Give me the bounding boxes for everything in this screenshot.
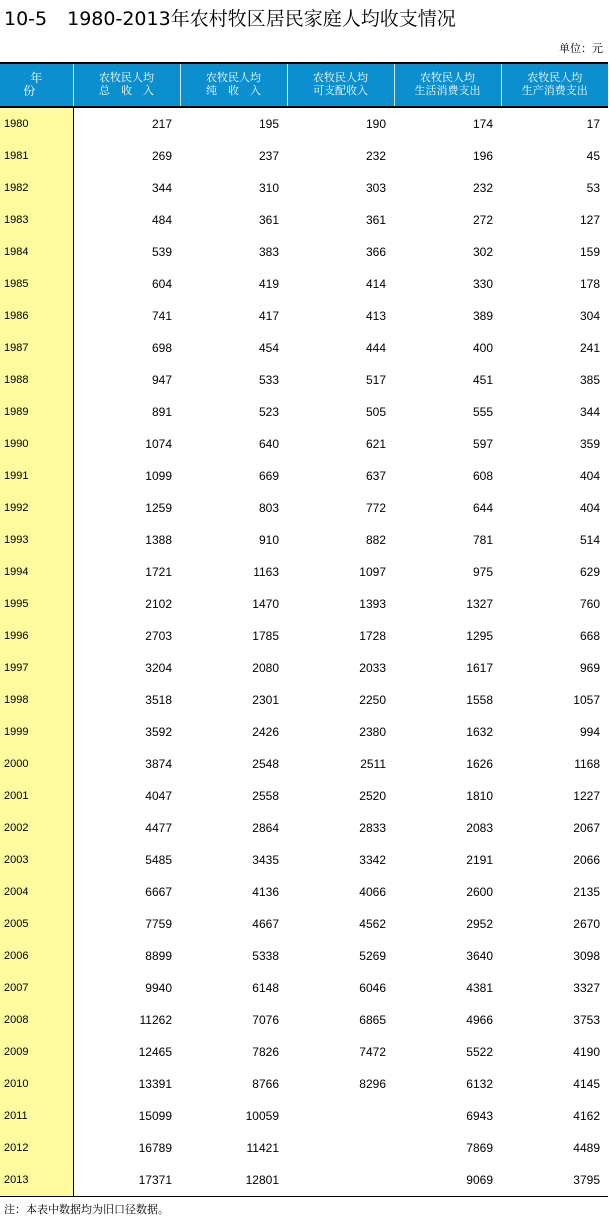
living-expenditure-cell: 302 xyxy=(472,245,493,259)
disposable-income-cell: 4066 xyxy=(359,885,386,899)
total-income-cell: 17371 xyxy=(73,1164,180,1197)
production-expenditure-cell: 404 xyxy=(579,469,600,483)
year-cell: 1997 xyxy=(0,652,73,684)
year-cell: 2005 xyxy=(0,908,73,940)
disposable-income-cell: 366 xyxy=(365,245,386,259)
year-cell: 2002 xyxy=(0,812,73,844)
disposable-income-cell: 2511 xyxy=(360,757,386,771)
table-row xyxy=(0,140,608,172)
disposable-income-cell: 5269 xyxy=(359,949,386,963)
production-expenditure-cell: 1168 xyxy=(574,757,600,771)
production-expenditure-cell: 344 xyxy=(579,405,600,419)
disposable-income-cell: 444 xyxy=(365,341,386,355)
disposable-income-cell xyxy=(287,1132,394,1164)
table-row xyxy=(0,1068,608,1100)
production-expenditure-cell: 969 xyxy=(579,661,600,675)
year-cell: 1984 xyxy=(0,236,73,268)
year-cell: 2008 xyxy=(0,1004,73,1036)
net-income-cell: 11421 xyxy=(246,1141,279,1155)
disposable-income-cell: 190 xyxy=(365,117,386,131)
year-cell: 1998 xyxy=(0,684,73,716)
production-expenditure-cell: 4190 xyxy=(573,1045,600,1059)
year-cell: 1983 xyxy=(0,204,73,236)
total-income-cell: 1074 xyxy=(145,437,172,451)
production-expenditure-cell: 127 xyxy=(579,213,600,227)
total-income-cell: 698 xyxy=(151,341,172,355)
table-row xyxy=(0,1036,608,1068)
year-cell: 1995 xyxy=(0,588,73,620)
year-cell: 1991 xyxy=(0,460,73,492)
production-expenditure-cell: 241 xyxy=(579,341,600,355)
year-cell: 2000 xyxy=(0,748,73,780)
production-expenditure-cell: 4162 xyxy=(573,1109,600,1123)
living-expenditure-cell: 975 xyxy=(472,565,493,579)
total-income-cell: 3874 xyxy=(145,757,172,771)
net-income-cell: 910 xyxy=(258,533,279,547)
total-income-cell: 1388 xyxy=(145,533,172,547)
net-income-cell: 10059 xyxy=(245,1109,279,1123)
year-cell: 1999 xyxy=(0,716,73,748)
header-net-income: 农牧民人均 纯 收 入 xyxy=(180,63,287,107)
living-expenditure-cell: 1295 xyxy=(466,629,493,643)
total-income-cell: 1721 xyxy=(145,565,172,579)
disposable-income-cell xyxy=(287,1164,394,1197)
production-expenditure-cell: 760 xyxy=(579,597,600,611)
disposable-income-cell: 517 xyxy=(365,373,386,387)
living-expenditure-cell: 174 xyxy=(472,117,493,131)
disposable-income-cell: 2380 xyxy=(359,725,386,739)
total-income-cell: 13391 xyxy=(138,1077,172,1091)
year-cell: 2004 xyxy=(0,876,73,908)
living-expenditure-cell: 2191 xyxy=(466,853,493,867)
table-row xyxy=(0,172,608,204)
disposable-income-cell: 2520 xyxy=(359,789,386,803)
living-expenditure-cell: 597 xyxy=(472,437,493,451)
table-row xyxy=(0,428,608,460)
production-expenditure-cell: 3795 xyxy=(501,1164,608,1197)
production-expenditure-cell: 178 xyxy=(579,277,600,291)
header-row xyxy=(0,63,608,107)
production-expenditure-cell: 629 xyxy=(579,565,600,579)
production-expenditure-cell: 3098 xyxy=(573,949,600,963)
living-expenditure-cell: 7869 xyxy=(466,1141,493,1155)
year-cell: 2012 xyxy=(0,1132,73,1164)
year-cell: 1980 xyxy=(0,107,73,140)
table-row xyxy=(0,107,608,140)
living-expenditure-cell: 6132 xyxy=(466,1077,493,1091)
header-disposable-income: 农牧民人均 可支配收入 xyxy=(287,63,394,107)
living-expenditure-cell: 781 xyxy=(472,533,493,547)
net-income-cell: 1785 xyxy=(252,629,279,643)
disposable-income-cell: 1097 xyxy=(359,565,386,579)
disposable-income-cell: 637 xyxy=(365,469,386,483)
living-expenditure-cell: 1810 xyxy=(466,789,493,803)
header-living-expenditure: 农牧民人均 生活消费支出 xyxy=(394,63,501,107)
living-expenditure-cell: 4966 xyxy=(466,1013,493,1027)
page-title xyxy=(4,6,456,32)
total-income-cell: 947 xyxy=(151,373,172,387)
total-income-cell: 3592 xyxy=(145,725,172,739)
production-expenditure-cell: 4489 xyxy=(573,1141,600,1155)
net-income-cell: 1163 xyxy=(253,565,279,579)
disposable-income-cell: 6865 xyxy=(359,1013,386,1027)
living-expenditure-cell: 2952 xyxy=(466,917,493,931)
net-income-cell: 417 xyxy=(258,309,279,323)
table-row xyxy=(0,748,608,780)
total-income-cell: 3204 xyxy=(145,661,172,675)
total-income-cell: 741 xyxy=(151,309,172,323)
income-expenditure-table xyxy=(0,62,608,1197)
table-body xyxy=(0,107,608,1197)
total-income-cell: 1099 xyxy=(145,469,172,483)
living-expenditure-cell: 608 xyxy=(472,469,493,483)
living-expenditure-cell: 389 xyxy=(472,309,493,323)
living-expenditure-cell: 6943 xyxy=(466,1109,493,1123)
table-row xyxy=(0,332,608,364)
year-cell: 2009 xyxy=(0,1036,73,1068)
living-expenditure-cell: 196 xyxy=(472,149,493,163)
net-income-cell: 2548 xyxy=(252,757,279,771)
table-row xyxy=(0,300,608,332)
production-expenditure-cell: 404 xyxy=(579,501,600,515)
net-income-cell: 523 xyxy=(258,405,279,419)
total-income-cell: 16789 xyxy=(138,1141,172,1155)
living-expenditure-cell: 1617 xyxy=(466,661,493,675)
living-expenditure-cell: 555 xyxy=(472,405,493,419)
net-income-cell: 4136 xyxy=(252,885,279,899)
table-row xyxy=(0,1100,608,1132)
table-row xyxy=(0,716,608,748)
table-row xyxy=(0,1132,608,1164)
table-row xyxy=(0,396,608,428)
table-row xyxy=(0,876,608,908)
net-income-cell: 5338 xyxy=(252,949,279,963)
net-income-cell: 419 xyxy=(258,277,279,291)
total-income-cell: 4477 xyxy=(145,821,172,835)
production-expenditure-cell: 53 xyxy=(586,181,600,195)
disposable-income-cell: 772 xyxy=(365,501,386,515)
table-row xyxy=(0,780,608,812)
header-total-income: 农牧民人均 总 收 入 xyxy=(73,63,180,107)
disposable-income-cell: 2833 xyxy=(359,821,386,835)
living-expenditure-cell: 1632 xyxy=(466,725,493,739)
table-row xyxy=(0,940,608,972)
disposable-income-cell: 414 xyxy=(365,277,386,291)
year-cell: 2010 xyxy=(0,1068,73,1100)
production-expenditure-cell: 159 xyxy=(579,245,600,259)
table-row xyxy=(0,524,608,556)
disposable-income-cell: 3342 xyxy=(359,853,386,867)
year-cell: 1981 xyxy=(0,140,73,172)
year-cell: 1993 xyxy=(0,524,73,556)
table-row xyxy=(0,620,608,652)
living-expenditure-cell: 2083 xyxy=(466,821,493,835)
net-income-cell: 454 xyxy=(258,341,279,355)
net-income-cell: 7826 xyxy=(252,1045,279,1059)
production-expenditure-cell: 1057 xyxy=(573,693,600,707)
production-expenditure-cell: 2135 xyxy=(573,885,600,899)
living-expenditure-cell: 400 xyxy=(472,341,493,355)
living-expenditure-cell: 644 xyxy=(472,501,493,515)
living-expenditure-cell: 9069 xyxy=(394,1164,501,1197)
net-income-cell: 195 xyxy=(258,117,279,131)
total-income-cell: 539 xyxy=(151,245,172,259)
production-expenditure-cell: 668 xyxy=(579,629,600,643)
living-expenditure-cell: 2600 xyxy=(466,885,493,899)
table-row xyxy=(0,364,608,396)
living-expenditure-cell: 272 xyxy=(472,213,493,227)
disposable-income-cell: 232 xyxy=(365,149,386,163)
year-cell: 1982 xyxy=(0,172,73,204)
year-cell: 2001 xyxy=(0,780,73,812)
net-income-cell: 2301 xyxy=(252,693,279,707)
unit-label: 单位：元 xyxy=(559,42,603,55)
living-expenditure-cell: 5522 xyxy=(466,1045,493,1059)
living-expenditure-cell: 1626 xyxy=(466,757,493,771)
year-cell: 2011 xyxy=(0,1100,73,1132)
disposable-income-cell: 2033 xyxy=(359,661,386,675)
table-row xyxy=(0,1164,608,1197)
table-row xyxy=(0,972,608,1004)
year-cell: 1994 xyxy=(0,556,73,588)
table-row xyxy=(0,556,608,588)
production-expenditure-cell: 4145 xyxy=(573,1077,600,1091)
production-expenditure-cell: 994 xyxy=(579,725,600,739)
year-cell: 1990 xyxy=(0,428,73,460)
total-income-cell: 12465 xyxy=(138,1045,172,1059)
total-income-cell: 3518 xyxy=(145,693,172,707)
disposable-income-cell: 7472 xyxy=(359,1045,386,1059)
header-production-expenditure: 农牧民人均 生产消费支出 xyxy=(501,63,608,107)
table-title: 1980-2013年农村牧区居民家庭人均收支情况 xyxy=(67,8,456,30)
production-expenditure-cell: 2067 xyxy=(573,821,600,835)
net-income-cell: 383 xyxy=(258,245,279,259)
living-expenditure-cell: 1558 xyxy=(466,693,493,707)
net-income-cell: 640 xyxy=(258,437,279,451)
total-income-cell: 8899 xyxy=(145,949,172,963)
production-expenditure-cell: 304 xyxy=(579,309,600,323)
living-expenditure-cell: 3640 xyxy=(466,949,493,963)
disposable-income-cell: 303 xyxy=(365,181,386,195)
table-row xyxy=(0,268,608,300)
table-row xyxy=(0,1004,608,1036)
living-expenditure-cell: 4381 xyxy=(466,981,493,995)
living-expenditure-cell: 451 xyxy=(472,373,493,387)
year-cell: 1985 xyxy=(0,268,73,300)
production-expenditure-cell: 359 xyxy=(579,437,600,451)
disposable-income-cell: 1728 xyxy=(359,629,386,643)
production-expenditure-cell: 3753 xyxy=(573,1013,600,1027)
total-income-cell: 15099 xyxy=(138,1109,172,1123)
table-row xyxy=(0,844,608,876)
net-income-cell: 8766 xyxy=(252,1077,279,1091)
net-income-cell: 310 xyxy=(258,181,279,195)
net-income-cell: 237 xyxy=(258,149,279,163)
footnote: 注：本表中数据均为旧口径数据。 xyxy=(4,1203,169,1216)
total-income-cell: 1259 xyxy=(145,501,172,515)
net-income-cell: 2080 xyxy=(252,661,279,675)
production-expenditure-cell: 3327 xyxy=(573,981,600,995)
disposable-income-cell: 621 xyxy=(365,437,386,451)
net-income-cell: 1470 xyxy=(252,597,279,611)
net-income-cell: 361 xyxy=(258,213,279,227)
total-income-cell: 344 xyxy=(151,181,172,195)
total-income-cell: 604 xyxy=(151,277,172,291)
production-expenditure-cell: 514 xyxy=(579,533,600,547)
net-income-cell: 2864 xyxy=(252,821,279,835)
total-income-cell: 6667 xyxy=(145,885,172,899)
living-expenditure-cell: 330 xyxy=(472,277,493,291)
production-expenditure-cell: 45 xyxy=(586,149,600,163)
table-row xyxy=(0,588,608,620)
production-expenditure-cell: 1227 xyxy=(573,789,600,803)
total-income-cell: 5485 xyxy=(145,853,172,867)
total-income-cell: 7759 xyxy=(145,917,172,931)
year-cell: 1989 xyxy=(0,396,73,428)
living-expenditure-cell: 232 xyxy=(472,181,493,195)
total-income-cell: 484 xyxy=(151,213,172,227)
production-expenditure-cell: 2066 xyxy=(573,853,600,867)
net-income-cell: 3435 xyxy=(252,853,279,867)
net-income-cell: 12801 xyxy=(180,1164,287,1197)
year-cell: 2007 xyxy=(0,972,73,1004)
header-year: 年 份 xyxy=(0,63,73,107)
net-income-cell: 2426 xyxy=(252,725,279,739)
production-expenditure-cell: 17 xyxy=(586,117,600,131)
total-income-cell: 4047 xyxy=(145,789,172,803)
net-income-cell: 4667 xyxy=(252,917,279,931)
disposable-income-cell: 505 xyxy=(365,405,386,419)
total-income-cell: 269 xyxy=(151,149,172,163)
disposable-income-cell: 882 xyxy=(365,533,386,547)
table-row xyxy=(0,684,608,716)
disposable-income-cell: 1393 xyxy=(359,597,386,611)
net-income-cell: 6148 xyxy=(252,981,279,995)
disposable-income-cell: 361 xyxy=(365,213,386,227)
table-row xyxy=(0,652,608,684)
year-cell: 1996 xyxy=(0,620,73,652)
production-expenditure-cell: 2670 xyxy=(573,917,600,931)
year-cell: 2013 xyxy=(0,1164,73,1197)
table-row xyxy=(0,236,608,268)
total-income-cell: 9940 xyxy=(145,981,172,995)
disposable-income-cell: 413 xyxy=(365,309,386,323)
net-income-cell: 2558 xyxy=(252,789,279,803)
total-income-cell: 2102 xyxy=(145,597,172,611)
disposable-income-cell: 4562 xyxy=(359,917,386,931)
disposable-income-cell: 6046 xyxy=(359,981,386,995)
net-income-cell: 533 xyxy=(258,373,279,387)
disposable-income-cell: 8296 xyxy=(359,1077,386,1091)
disposable-income-cell xyxy=(287,1100,394,1132)
production-expenditure-cell: 385 xyxy=(579,373,600,387)
living-expenditure-cell: 1327 xyxy=(466,597,493,611)
year-cell: 2006 xyxy=(0,940,73,972)
year-cell: 1988 xyxy=(0,364,73,396)
net-income-cell: 669 xyxy=(258,469,279,483)
table-row xyxy=(0,812,608,844)
total-income-cell: 891 xyxy=(151,405,172,419)
net-income-cell: 803 xyxy=(258,501,279,515)
table-row xyxy=(0,492,608,524)
disposable-income-cell: 2250 xyxy=(359,693,386,707)
table-row xyxy=(0,908,608,940)
table-number: 10-5 xyxy=(4,8,48,30)
total-income-cell: 217 xyxy=(151,117,172,131)
table-row xyxy=(0,204,608,236)
total-income-cell: 11262 xyxy=(139,1013,172,1027)
year-cell: 1992 xyxy=(0,492,73,524)
year-cell: 2003 xyxy=(0,844,73,876)
year-cell: 1986 xyxy=(0,300,73,332)
year-cell: 1987 xyxy=(0,332,73,364)
table-row xyxy=(0,460,608,492)
total-income-cell: 2703 xyxy=(145,629,172,643)
net-income-cell: 7076 xyxy=(252,1013,279,1027)
